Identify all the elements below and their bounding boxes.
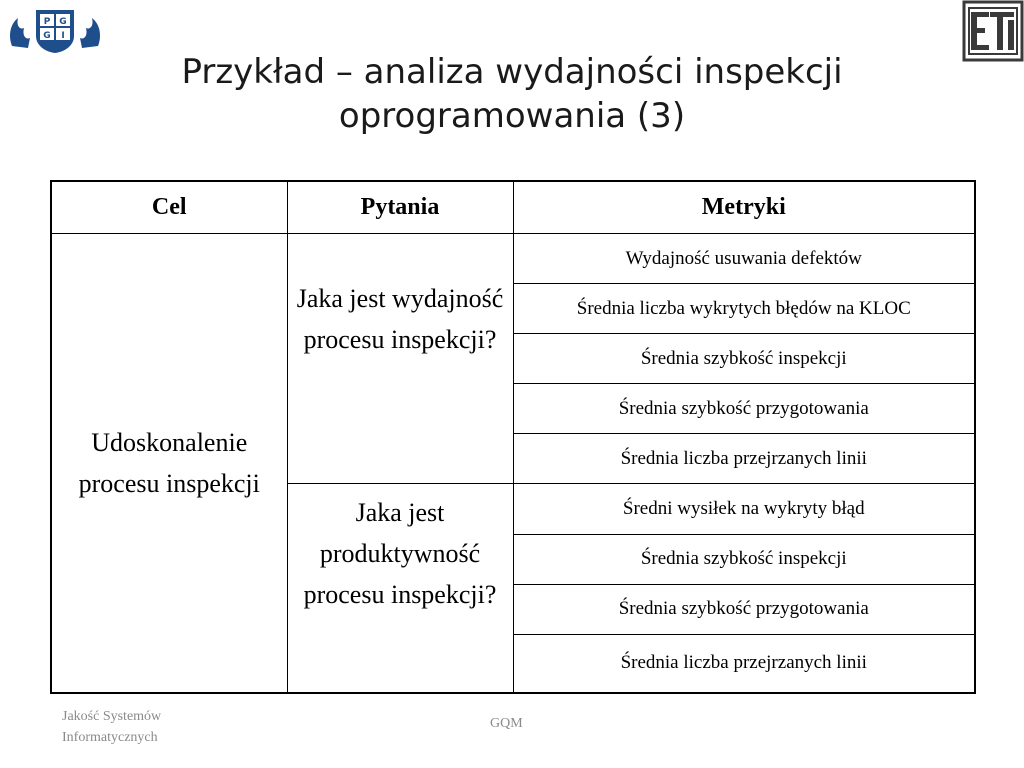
slide-title: [100, 50, 924, 138]
svg-text:I: I: [61, 31, 65, 41]
question-cell: Jaka jest produktywność procesu inspekcji?: [287, 484, 513, 693]
metric-cell: Średni wysiłek na wykryty błąd: [513, 484, 975, 534]
metric-cell: Średnia liczba przejrzanych linii: [513, 434, 975, 484]
header-cel: Cel: [51, 181, 287, 234]
slide-title-line1: Przykład – analiza wydajności inspekcji: [181, 52, 843, 92]
metric-cell: Średnia szybkość inspekcji: [513, 534, 975, 584]
metric-cell: Średnia szybkość przygotowania: [513, 384, 975, 434]
svg-text:G: G: [43, 31, 51, 41]
metric-cell: Średnia szybkość przygotowania: [513, 584, 975, 634]
footer-course-line2: Informatycznych: [62, 730, 158, 745]
footer-course-line1: Jakość Systemów: [62, 709, 162, 724]
table-header-row: [51, 181, 975, 234]
table-row: [51, 234, 975, 284]
metric-cell: Średnia liczba przejrzanych linii: [513, 634, 975, 693]
footer-course-name: [62, 706, 161, 748]
goal-cell: Udoskonalenie procesu inspekcji: [51, 234, 287, 693]
question-cell: Jaka jest wydajność procesu inspekcji?: [287, 234, 513, 484]
eti-logo-icon: [962, 0, 1024, 62]
svg-text:G: G: [59, 17, 67, 27]
footer-topic: GQM: [490, 716, 523, 731]
metric-cell: Średnia liczba wykrytych błędów na KLOC: [513, 284, 975, 334]
header-pytania: Pytania: [287, 181, 513, 234]
slide-title-line2: oprogramowania (3): [338, 96, 686, 136]
gqm-table: [50, 180, 976, 694]
header-metryki: Metryki: [513, 181, 975, 234]
university-crest-icon: [6, 6, 104, 54]
metric-cell: Średnia szybkość inspekcji: [513, 334, 975, 384]
metric-cell: Wydajność usuwania defektów: [513, 234, 975, 284]
svg-text:P: P: [43, 17, 51, 27]
